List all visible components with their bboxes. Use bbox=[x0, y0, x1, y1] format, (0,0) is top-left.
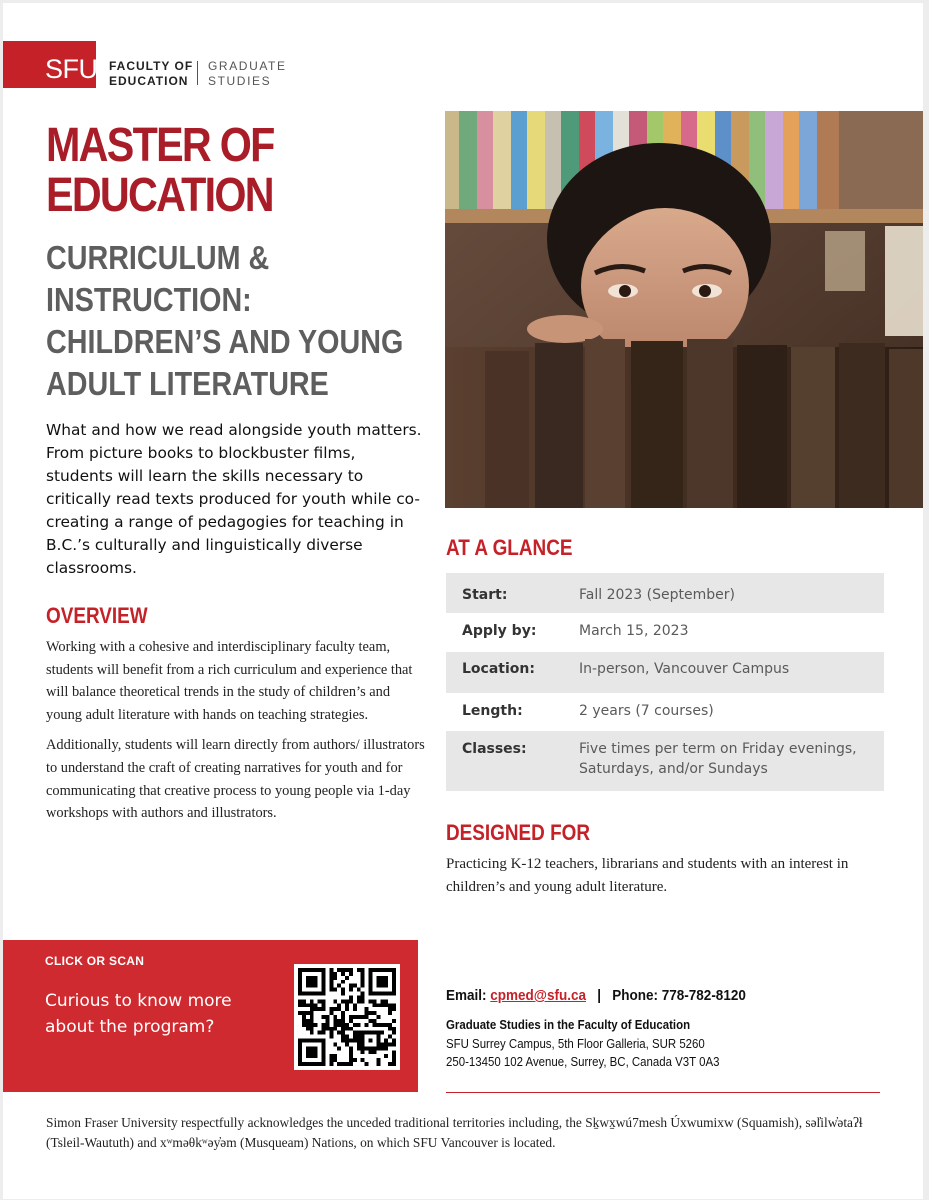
qr-code[interactable] bbox=[294, 964, 400, 1070]
subtitle-line-3: CHILDREN’S AND YOUNG bbox=[46, 323, 404, 360]
contact-separator: | bbox=[597, 987, 602, 1004]
overview-paragraph-1: Working with a cohesive and interdisciplinary faculty team, students will benefit from a rich curriculum and experience that will balance theoretical trends in the study of children’s and young adult literature with hands on teaching strategies. bbox=[46, 639, 413, 723]
at-a-glance-heading: AT A GLANCE bbox=[446, 535, 573, 560]
address-line-2: SFU Surrey Campus, 5th Floor Galleria, SUR 5260 bbox=[446, 1035, 705, 1051]
glance-value: 2 years (7 courses) bbox=[579, 703, 714, 719]
faculty-name bbox=[109, 59, 193, 89]
subtitle-line-2: INSTRUCTION: bbox=[46, 281, 252, 318]
subtitle-line-4: ADULT LITERATURE bbox=[46, 365, 329, 402]
intro-paragraph: What and how we read alongside youth matters. From picture books to blockbuster films, students will learn the skills necessary to critically read texts produced for youth while co-creating a range of pedagogies for teaching in B.C.’s culturally and linguistically diverse classrooms. bbox=[46, 421, 422, 577]
designed-for-text: Practicing K-12 teachers, librarians and students with an interest in children’s and young adult literature. bbox=[446, 856, 849, 895]
glance-value: In-person, Vancouver Campus bbox=[579, 661, 790, 677]
overview-paragraph-2: Additionally, students will learn directly from authors/ illustrators to understand the craft of creating narratives for youth and for communicating that creative process to young people via 1-day workshops with authors and illustrators. bbox=[46, 737, 425, 822]
student-library-photo bbox=[445, 111, 923, 508]
title-line-2: EDUCATION bbox=[46, 169, 273, 222]
overview-heading: OVERVIEW bbox=[46, 603, 148, 628]
address-line-3: 250-13450 102 Avenue, Surrey, BC, Canada V3T 0A3 bbox=[446, 1054, 720, 1069]
foreground-books bbox=[445, 339, 923, 508]
email-link[interactable]: cpmed@sfu.ca bbox=[490, 987, 586, 1004]
unit-line-1: GRADUATE bbox=[208, 59, 287, 73]
sfu-logo[interactable] bbox=[3, 41, 96, 88]
unit-line-2: STUDIES bbox=[208, 74, 272, 88]
divider-rule bbox=[446, 1092, 880, 1093]
contact-address bbox=[446, 1016, 719, 1072]
overview-text bbox=[46, 636, 426, 825]
qr-code-graphic bbox=[298, 968, 396, 1066]
faculty-line-1: FACULTY OF bbox=[109, 59, 194, 73]
glance-value: Five times per term on Friday evenings, Saturdays, and/or Sundays bbox=[579, 741, 857, 777]
sfu-logo-mark: SFU bbox=[45, 54, 98, 84]
designed-for-heading: DESIGNED FOR bbox=[446, 820, 591, 845]
glance-label: Apply by: bbox=[462, 623, 537, 639]
glance-label: Start: bbox=[462, 587, 508, 603]
program-subtitle bbox=[46, 237, 411, 405]
subtitle-line-1: CURRICULUM & bbox=[46, 239, 270, 276]
glance-row-length bbox=[446, 693, 884, 731]
title-line-1: MASTER OF bbox=[46, 119, 274, 172]
glance-row-apply-by bbox=[446, 613, 884, 652]
unit-name bbox=[208, 59, 287, 89]
glance-value: March 15, 2023 bbox=[579, 623, 689, 639]
at-a-glance-table bbox=[446, 573, 884, 791]
land-acknowledgement: Simon Fraser University respectfully acknowledges the unceded traditional territories including, the Sḵwx̱wú7mesh Úxwumixw (Squamish), səl̓ilw̓ətaʔɬ (Tsleil-Waututh) and xʷməθkʷəy̓əm (Musqueam) Nations, on which SFU Vancouver is located. bbox=[46, 1115, 863, 1150]
email-label: Email: bbox=[446, 987, 487, 1004]
phone-number: Phone: 778-782-8120 bbox=[612, 987, 746, 1004]
glance-value: Fall 2023 (September) bbox=[579, 587, 735, 603]
logo-divider bbox=[197, 61, 198, 85]
glance-label: Location: bbox=[462, 661, 535, 677]
cta-question: Curious to know more about the program? bbox=[45, 991, 232, 1037]
address-line-1: Graduate Studies in the Faculty of Education bbox=[446, 1017, 691, 1032]
flyer-page bbox=[3, 3, 923, 1199]
cta-banner[interactable] bbox=[3, 940, 418, 1092]
faculty-line-2: EDUCATION bbox=[109, 74, 189, 88]
glance-row-location bbox=[446, 652, 884, 693]
glance-row-start bbox=[446, 573, 884, 613]
contact-line bbox=[446, 987, 746, 1004]
glance-label: Classes: bbox=[462, 741, 527, 757]
page-title bbox=[46, 121, 381, 221]
glance-label: Length: bbox=[462, 703, 523, 719]
photo-illustration bbox=[445, 111, 923, 508]
glance-row-classes bbox=[446, 731, 884, 791]
cta-label: CLICK OR SCAN bbox=[45, 954, 145, 968]
